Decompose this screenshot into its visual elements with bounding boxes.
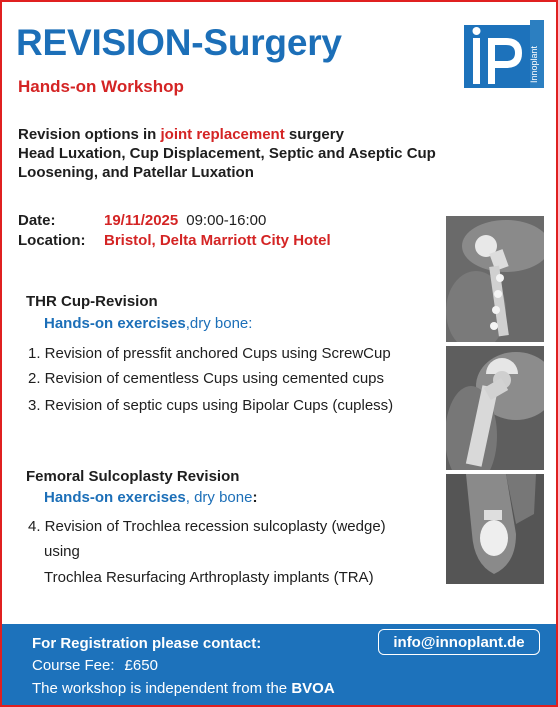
- independence-prefix: The workshop is independent from the: [32, 680, 292, 697]
- date-label: Date:: [18, 212, 56, 229]
- registration-footer: [2, 624, 556, 705]
- xray-hip-cup-image: [446, 346, 544, 470]
- femoral-section-subtitle: [44, 489, 257, 506]
- email-link[interactable]: info@innoplant.de: [378, 629, 540, 655]
- registration-text: For Registration please contact:: [32, 635, 262, 652]
- femoral-item-1-cont-2: Trochlea Resurfacing Arthroplasty implants (TRA): [44, 569, 374, 586]
- intro-line-3: Loosening, and Patellar Luxation: [18, 164, 254, 181]
- intro-prefix: Revision options in: [18, 126, 161, 143]
- independence-note: [32, 680, 335, 697]
- logo-text: Innoplant: [529, 45, 539, 83]
- thr-sub-rest: ,dry bone:: [185, 315, 253, 332]
- fee-value: £650: [124, 657, 158, 674]
- thr-item-1: 1. Revision of pressfit anchored Cups using ScrewCup: [28, 345, 391, 362]
- page-title: REVISION-Surgery: [16, 22, 342, 63]
- fee-label: Course Fee:: [32, 657, 115, 674]
- femoral-item-1-cont: using: [44, 543, 80, 560]
- thr-section-title: THR Cup-Revision: [26, 293, 158, 310]
- location-row: [18, 232, 331, 249]
- independence-org: BVOA: [291, 680, 335, 697]
- location-value: Bristol, Delta Marriott City Hotel: [104, 232, 331, 249]
- intro-text: [18, 125, 518, 182]
- xray-trochlea-implant-image: [446, 474, 544, 584]
- time-value: 09:00-16:00: [186, 212, 267, 229]
- intro-line-2: Head Luxation, Cup Displacement, Septic and Aseptic Cup: [18, 145, 436, 162]
- location-label: Location:: [18, 232, 86, 249]
- intro-highlight: joint replacement: [160, 126, 285, 143]
- femoral-sub-bold: Hands-on exercises: [44, 489, 186, 506]
- intro-suffix: surgery: [284, 126, 344, 143]
- date-value: 19/11/2025: [104, 212, 179, 229]
- femoral-item-1: 4. Revision of Trochlea recession sulcoplasty (wedge): [28, 518, 386, 535]
- xray-spine-implant-image: [446, 216, 544, 342]
- thr-item-3: 3. Revision of septic cups using Bipolar Cups (cupless): [28, 397, 394, 414]
- course-fee: [32, 657, 158, 674]
- innoplant-ip-logo: [464, 20, 544, 88]
- date-row: [18, 212, 266, 229]
- thr-sub-bold: Hands-on exercises: [44, 315, 186, 332]
- femoral-sub-colon: :: [252, 489, 258, 506]
- thr-item-2: 2. Revision of cementless Cups using cemented cups: [28, 370, 385, 387]
- thr-section-subtitle: [44, 315, 252, 332]
- femoral-section-title: Femoral Sulcoplasty Revision: [26, 468, 240, 485]
- femoral-sub-rest: , dry bone: [185, 489, 253, 506]
- page-subtitle: Hands-on Workshop: [18, 77, 184, 96]
